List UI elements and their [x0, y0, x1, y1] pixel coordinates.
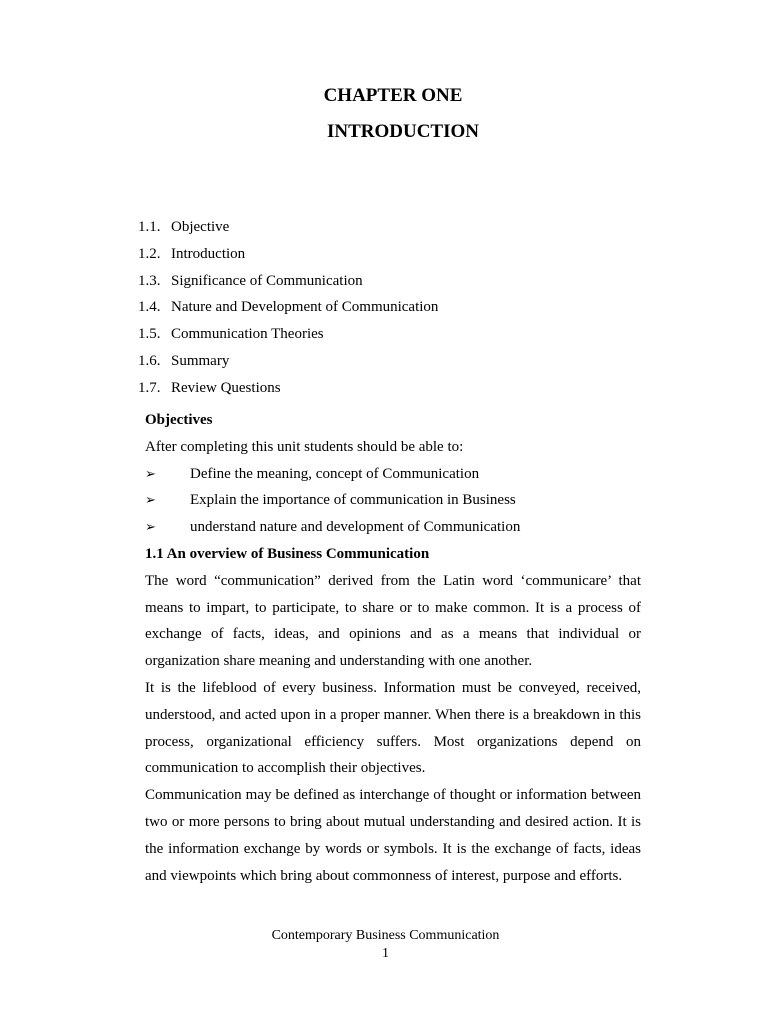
objectives-intro: After completing this unit students should be able to:	[145, 438, 464, 455]
list-item	[145, 487, 641, 514]
toc-item-number: 1.7.	[138, 379, 161, 396]
body-paragraph: It is the lifeblood of every business. Information must be conveyed, received, understood, and acted upon in a proper manner. When there is a breakdown in this process, organizational efficiency suffers. Most organizations depend on communication to accomplish their objectives.	[145, 679, 641, 777]
page-footer	[0, 927, 768, 963]
toc-item-label: Significance of Communication	[171, 272, 363, 289]
footer-title: Contemporary Business Communication	[271, 928, 500, 943]
toc-item-label: Introduction	[171, 245, 246, 262]
toc-item	[138, 375, 438, 402]
objective-text: Explain the importance of communication in Business	[190, 492, 516, 509]
toc-item-label: Summary	[171, 352, 230, 369]
section-heading: 1.1 An overview of Business Communication	[145, 545, 430, 562]
arrowhead-bullet-icon: ➢	[145, 519, 156, 535]
toc-item	[138, 321, 438, 348]
toc-item-number: 1.1.	[138, 219, 161, 235]
toc-item-label: Objective	[171, 219, 230, 235]
list-item	[145, 461, 641, 488]
toc-item-number: 1.5.	[138, 326, 161, 343]
chapter-title: INTRODUCTION	[326, 121, 480, 142]
page-number: 1	[382, 946, 389, 961]
list-item	[145, 514, 641, 541]
toc-item-label: Review Questions	[171, 379, 281, 396]
objectives-heading: Objectives	[145, 412, 213, 428]
toc-item	[138, 241, 438, 268]
toc-item-number: 1.2.	[138, 245, 161, 262]
objectives-list	[145, 461, 641, 541]
main-content	[145, 407, 641, 889]
arrowhead-bullet-icon: ➢	[145, 492, 156, 508]
toc-item	[138, 294, 438, 321]
toc-item	[138, 214, 438, 241]
toc-item	[138, 348, 438, 375]
chapter-number: CHAPTER ONE	[323, 85, 463, 106]
toc-item-label: Nature and Development of Communication	[171, 299, 439, 316]
objective-text: understand nature and development of Communication	[190, 519, 521, 536]
toc-item-number: 1.4.	[138, 299, 161, 316]
arrowhead-bullet-icon: ➢	[145, 465, 156, 481]
toc-item-number: 1.6.	[138, 352, 161, 369]
toc-item	[138, 268, 438, 295]
toc-item-label: Communication Theories	[171, 326, 324, 343]
table-of-contents	[138, 214, 438, 402]
objective-text: Define the meaning, concept of Communication	[190, 465, 480, 482]
body-paragraph: The word “communication” derived from the Latin word ‘communicare’ that means to impart, to participate, to share or to make common. It is a process of exchange of facts, ideas, and opinions and as a means that individual or organization share meaning and understanding with one another.	[145, 572, 641, 670]
toc-item-number: 1.3.	[138, 272, 161, 289]
body-paragraph: Communication may be defined as interchange of thought or information between two or more persons to bring about mutual understanding and desired action. It is the information exchange by words or symbols. It is the exchange of facts, ideas and viewpoints which bring about commonness of interest, purpose and efforts.	[145, 787, 641, 884]
